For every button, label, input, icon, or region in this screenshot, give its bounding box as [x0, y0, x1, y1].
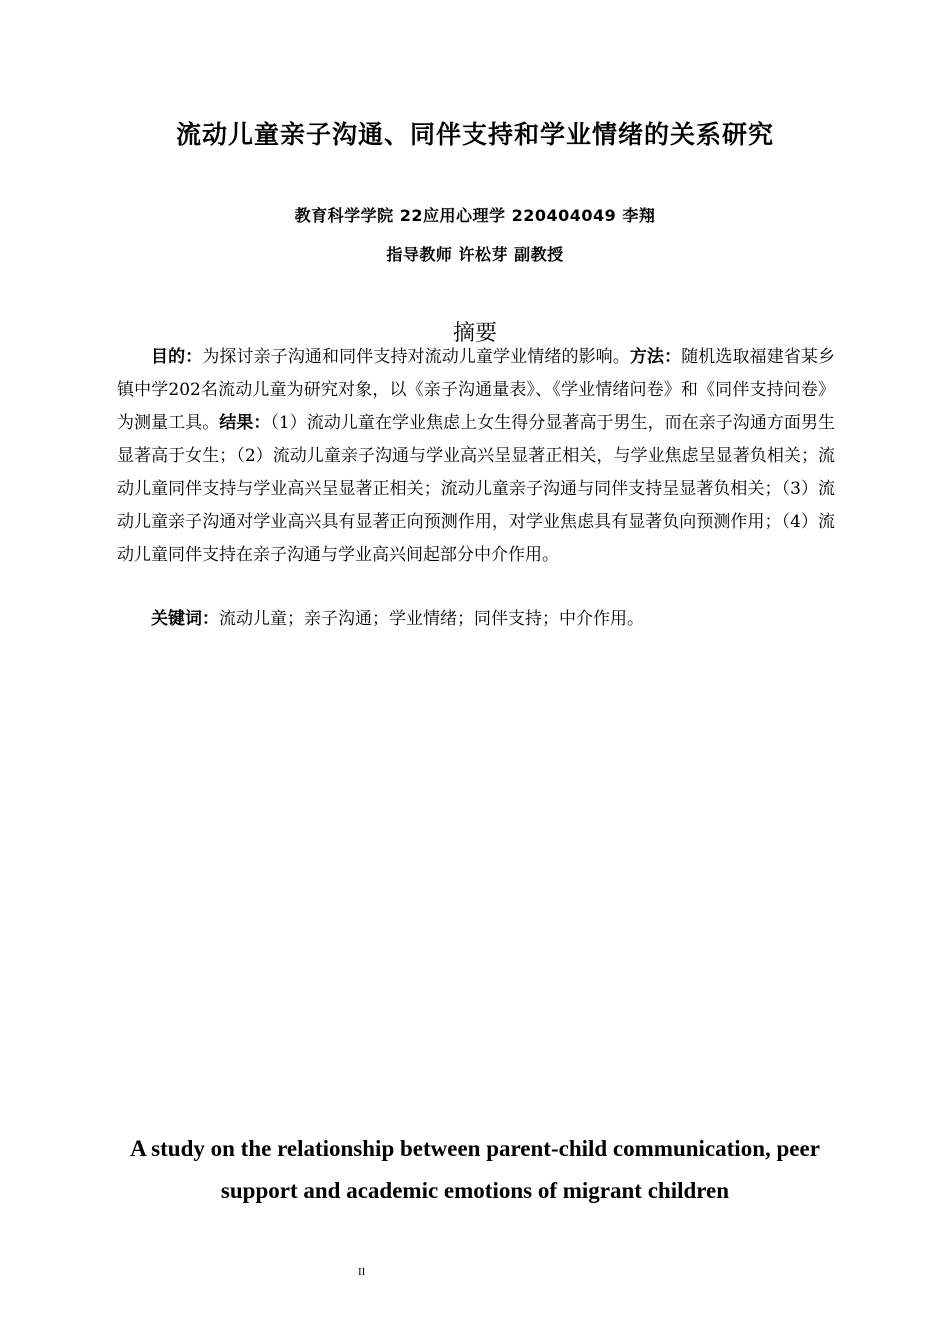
chinese-title: 流动儿童亲子沟通、同伴支持和学业情绪的关系研究 [175, 120, 774, 149]
abstract-body [117, 341, 835, 572]
abstract-heading: 摘要 [452, 321, 497, 346]
purpose-text: 为探讨亲子沟通和同伴支持对流动儿童学业情绪的影响。 [202, 347, 630, 367]
keywords-label: 关键词： [151, 609, 219, 629]
page-number: II [358, 1266, 366, 1278]
english-title-line-1: A study on the relationship between parent-child communication, peer [130, 1136, 820, 1161]
result-label: 结果： [219, 413, 271, 433]
english-title [100, 1128, 850, 1212]
purpose-label: 目的： [151, 347, 203, 367]
keywords-paragraph [117, 603, 835, 636]
method-text: 随机选取福建省某乡镇中学202名流动儿童为研究对象，以《亲子沟通量表》、《学业情绪问卷》和《同伴支持问卷》为测量工具。 [117, 347, 836, 433]
author-line: 教育科学学院 22应用心理学 220404049 李翔 [294, 206, 656, 225]
advisor-line: 指导教师 许松芽 副教授 [386, 245, 564, 264]
method-label: 方法： [629, 347, 682, 367]
result-text: （1）流动儿童在学业焦虑上女生得分显著高于男生，而在亲子沟通方面男生显著高于女生；（2）流动儿童亲子沟通与学业高兴呈显著正相关，与学业焦虑呈显著负相关；流动儿童同伴支持与学业高兴呈显著正相关；流动儿童亲子沟通与同伴支持呈显著负相关；（3）流动儿童亲子沟通对学业高兴具有显著正向预测作用，对学业焦虑具有显著负向预测作用；（4）流动儿童同伴支持在亲子沟通与学业高兴间起部分中介作用。 [117, 413, 836, 565]
english-title-line-2: support and academic emotions of migrant children [220, 1178, 730, 1203]
keywords-text: 流动儿童；亲子沟通；学业情绪；同伴支持；中介作用。 [219, 609, 644, 629]
